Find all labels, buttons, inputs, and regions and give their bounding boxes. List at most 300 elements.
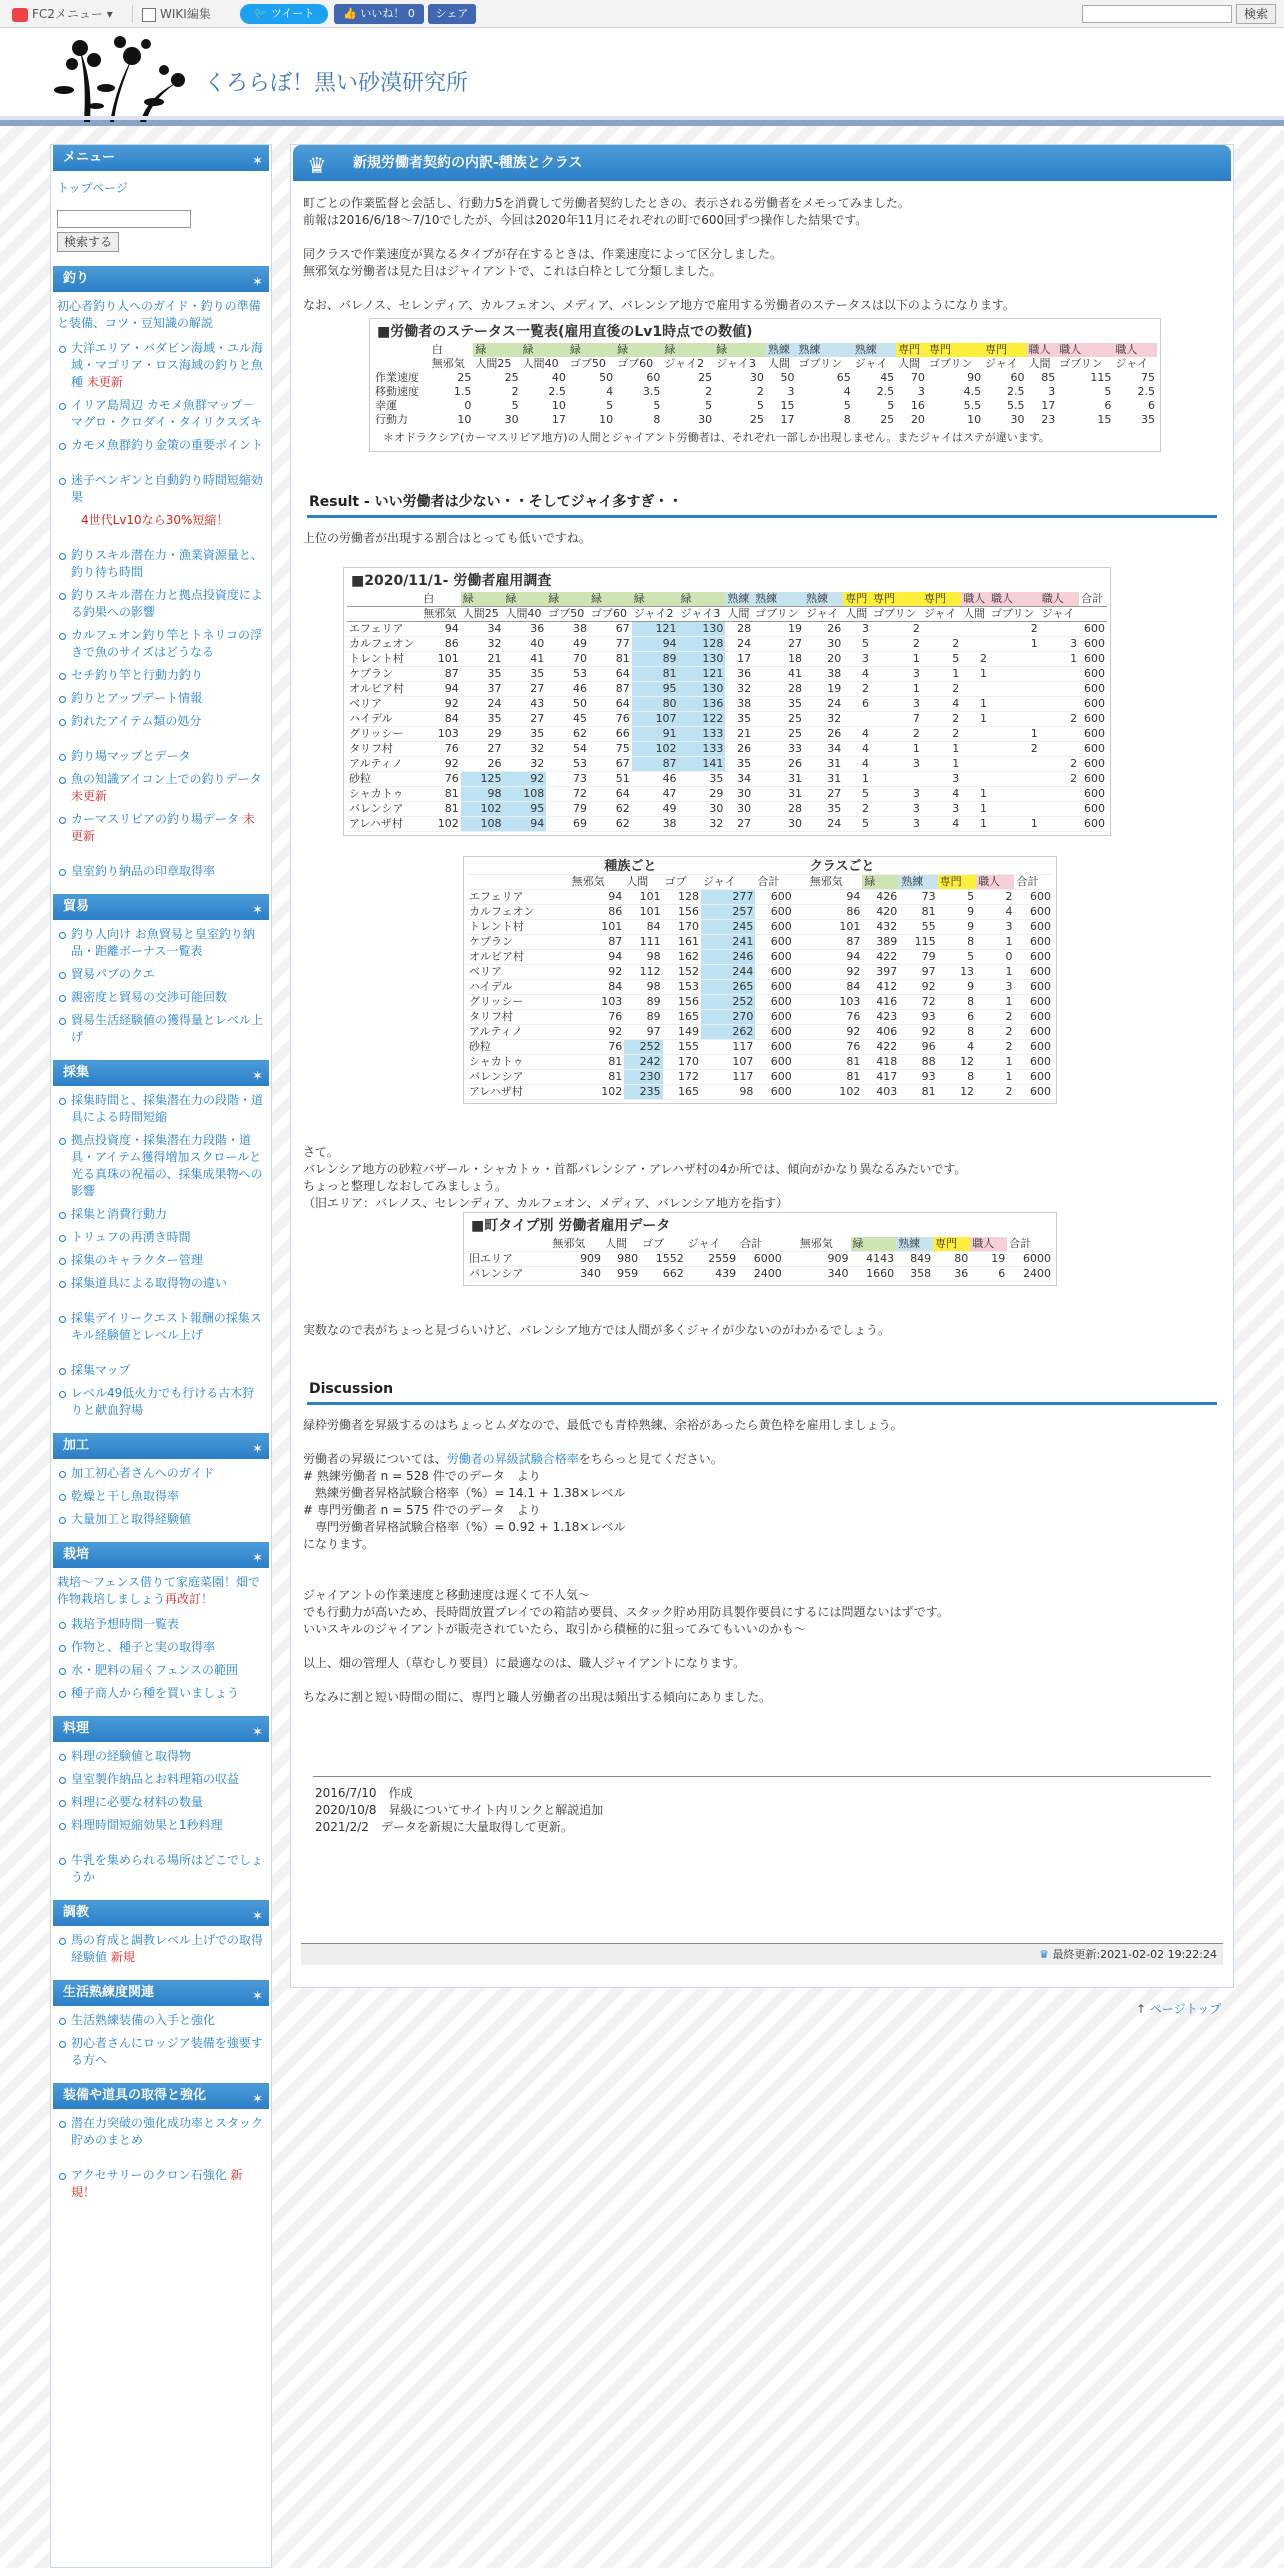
sidebar-item[interactable]: [57, 627, 265, 661]
table-cell: 20: [804, 652, 843, 667]
sidebar-item[interactable]: [57, 1092, 265, 1126]
table-cell: 67: [589, 622, 632, 637]
table-cell: 4.5: [963, 385, 982, 398]
table-cell: 93: [899, 1070, 937, 1085]
sidebar-item-label: 大洋エリア・バダビン海域・ユル海域・マゴリア・ロス海域の釣りと魚種: [71, 341, 264, 389]
sidebar-item[interactable]: [57, 811, 265, 845]
table-cell: 4: [976, 905, 1014, 920]
sidebar-item-label: 迷子ペンギンと自動釣り時間短縮効果: [71, 473, 263, 504]
table-cell: 5: [843, 817, 871, 832]
table-cell: 35: [753, 697, 804, 712]
table-cell: 600: [755, 995, 793, 1010]
sidebar-section-title-label: 生活熟練度関連: [63, 1985, 155, 2000]
table-cell: 412: [862, 980, 899, 995]
sidebar-section: [51, 1060, 271, 1419]
share-button[interactable]: シェア: [428, 4, 476, 24]
table-cell: 20: [910, 413, 925, 426]
sidebar-item[interactable]: [57, 667, 265, 684]
table-cell: 3: [871, 817, 922, 832]
table-cell: バレンシア: [347, 802, 421, 817]
table-cell: 2: [871, 727, 922, 742]
spacer: [794, 860, 808, 875]
table-header-cell: 専門: [933, 1237, 970, 1252]
table-cell: 13: [938, 965, 976, 980]
table-cell: 172: [663, 1070, 701, 1085]
table-cell: 600: [1079, 682, 1107, 697]
sidebar-section-title-label: 採集: [63, 1065, 90, 1080]
table-cell: 600: [1079, 712, 1107, 727]
table-cell: [961, 637, 989, 652]
after-line: さて。: [303, 1145, 339, 1159]
sidebar-item-label: 釣りとアップデート情報: [71, 691, 203, 705]
table-cell: 87: [808, 935, 863, 950]
sidebar-list: [51, 2109, 271, 2201]
discussion-p5: ちなみに割と短い時間の間に、専門と職人労働者の出現は頻出する傾向にありました。: [303, 1690, 772, 1704]
tweet-button[interactable]: 🐦 ツイート: [240, 4, 328, 24]
table-cell: 5: [1104, 385, 1112, 398]
table-cell: 35: [461, 712, 504, 727]
table-cell: 45: [546, 712, 589, 727]
result-heading: Result - いい労働者は少ない・・そしてジャイ多すぎ・・: [307, 490, 1217, 518]
sidebar-item[interactable]: [57, 1206, 265, 1223]
sidebar-item[interactable]: [57, 397, 265, 431]
sidebar-item[interactable]: [57, 1616, 265, 1633]
table-header-cell: 職人: [1027, 343, 1058, 357]
table-cell: 21: [725, 727, 753, 742]
sidebar-item[interactable]: [57, 713, 265, 730]
sidebar-item-label: 4世代Lv10なら30%短縮！: [81, 513, 229, 527]
table-cell: バレンシア: [467, 1267, 550, 1282]
sidebar-item[interactable]: [57, 340, 265, 391]
sidebar-item[interactable]: [57, 472, 265, 506]
table-cell: 2: [871, 622, 922, 637]
sidebar-item[interactable]: [57, 2035, 265, 2069]
table-cell: 旧エリア: [467, 1252, 550, 1267]
tweet-label: ツイート: [270, 7, 315, 20]
table-header-cell: 緑: [504, 592, 547, 607]
table-cell: 8: [938, 1025, 976, 1040]
table-header-cell: ジャイ: [1115, 357, 1149, 370]
sidebar-item[interactable]: [57, 437, 265, 454]
table-cell: 136: [679, 697, 726, 712]
top-page-link[interactable]: トップページ: [57, 181, 128, 195]
table-cell: 32: [679, 817, 726, 832]
spacer: [794, 1010, 808, 1025]
sidebar-section-title-label: 栽培: [63, 1547, 90, 1562]
table-cell: 4: [922, 787, 961, 802]
table-cell: 62: [589, 817, 632, 832]
table-cell: 35: [461, 667, 504, 682]
table-cell: 2: [922, 727, 961, 742]
table-cell: 600: [1079, 817, 1107, 832]
table-row: [347, 727, 1107, 742]
sidebar-section: [51, 1433, 271, 1528]
table-cell: 94: [808, 890, 863, 905]
like-label: いいね！ 0: [360, 7, 415, 20]
table-header-cell: [373, 343, 430, 357]
table-header-cell: 職人: [970, 1237, 1007, 1252]
table-cell: 30: [698, 413, 713, 426]
spacer: [784, 1267, 798, 1282]
table-cell: 1: [976, 1070, 1014, 1085]
table-row: [347, 637, 1107, 652]
star-icon: ✶: [252, 1989, 263, 2004]
page-top-link[interactable]: [1136, 2000, 1221, 2017]
table-cell: 246: [701, 950, 755, 965]
table-cell: 3.5: [642, 385, 661, 398]
table-cell: 2: [976, 1025, 1014, 1040]
table-header-row: [347, 607, 1107, 622]
table-cell: 27: [461, 742, 504, 757]
table-cell: ベリア: [467, 965, 570, 980]
sidebar-item[interactable]: [57, 2115, 265, 2149]
table-cell: 36: [933, 1267, 970, 1282]
table-row: [373, 413, 1157, 427]
sidebar-item[interactable]: [57, 1385, 265, 1419]
table-cell: 2: [989, 742, 1040, 757]
table-cell: 3: [871, 667, 922, 682]
sidebar-item[interactable]: [57, 587, 265, 621]
sidebar-item[interactable]: [57, 1465, 265, 1482]
table-cell: 1.5: [453, 385, 472, 398]
sidebar-item[interactable]: [57, 1662, 265, 1679]
table-header-cell: 職人: [989, 592, 1040, 607]
wiki-edit-label: WIKI編集: [160, 7, 211, 21]
table-cell: 600: [1014, 1055, 1053, 1070]
sidebar-section-title: [53, 1433, 269, 1459]
sidebar-item[interactable]: [57, 547, 265, 581]
table-header-cell: 白: [431, 343, 443, 356]
table-header-cell: 緑: [546, 592, 589, 607]
table-cell: 2: [976, 890, 1014, 905]
top-search-input[interactable]: [1082, 5, 1232, 23]
table-cell: 47: [632, 787, 679, 802]
table-header-cell: 熟練: [896, 1237, 933, 1252]
sidebar-item-label: 採集デイリークエスト報酬の採集スキル経験値とレベル上げ: [71, 1311, 262, 1342]
table-cell: 12: [938, 1055, 976, 1070]
table-cell: 26: [461, 757, 504, 772]
table-header-cell: ゴブリン: [753, 607, 804, 622]
table-header-cell: 職人: [1057, 343, 1113, 357]
sidebar-item[interactable]: [57, 1748, 265, 1765]
sidebar-section-title-label: 貿易: [63, 899, 90, 914]
table-cell: 3: [1048, 385, 1056, 398]
table-cell: 87: [421, 667, 461, 682]
sidebar-item[interactable]: [57, 1852, 265, 1886]
sidebar-item[interactable]: [57, 1275, 265, 1292]
table-cell: 6: [970, 1267, 1007, 1282]
table-header-cell: 専門: [896, 343, 927, 357]
table-cell: 165: [663, 1010, 701, 1025]
table-cell: 46: [632, 772, 679, 787]
table-cell: 29: [461, 727, 504, 742]
sidebar-section-title: [53, 1542, 269, 1568]
table-cell: オルビア村: [347, 682, 421, 697]
hist-line: 2020/10/8 昇級についてサイト内リンクと解説追加: [315, 1803, 604, 1817]
table-cell: 1: [961, 817, 989, 832]
table-row: [467, 950, 1053, 965]
intro-line: 無邪気な労働者は見た目はジャイアントで、これは白枠として分類しました。: [303, 264, 722, 278]
table-cell: 121: [632, 622, 679, 637]
table-cell: 115: [1090, 371, 1112, 384]
table-cell: 600: [1014, 935, 1053, 950]
table-cell: アレハザ村: [467, 1085, 570, 1100]
table-cell: 5: [511, 399, 519, 412]
sidebar-item[interactable]: [57, 1817, 265, 1834]
table-header-row: [467, 1237, 1053, 1252]
sidebar-item[interactable]: [57, 1932, 265, 1966]
table-cell: 25: [749, 413, 764, 426]
table-cell: 25: [880, 413, 895, 426]
table-cell: 89: [624, 995, 662, 1010]
table-header-cell: 無邪気: [570, 875, 625, 890]
table-cell: 600: [1079, 742, 1107, 757]
table-header-cell: 合計: [738, 1237, 784, 1252]
table-cell: 5: [843, 399, 851, 412]
sidebar-item[interactable]: [57, 2012, 265, 2029]
star-icon: ✶: [252, 903, 263, 918]
table-header-cell: 人間40: [522, 357, 559, 370]
table-cell: 62: [589, 802, 632, 817]
sidebar-item[interactable]: [57, 1639, 265, 1656]
sidebar-item-label: 釣り場マップとデータ: [71, 749, 191, 763]
sidebar-item[interactable]: [57, 1685, 265, 1702]
table-cell: 1: [843, 772, 871, 787]
table-cell: 38: [725, 697, 753, 712]
table-header-cell: ジャイ: [804, 607, 843, 622]
table-header-cell: 無邪気: [808, 875, 863, 890]
sidebar-item[interactable]: [57, 1310, 265, 1344]
sidebar-item-label: アクセサリーのクロン石強化: [71, 2168, 227, 2182]
sidebar-item-label: 種子商人から種を買いましょう: [71, 1686, 240, 1700]
sidebar-item-label: 牛乳を集められる場所はどこでしょうか: [71, 1853, 264, 1884]
table-cell: 87: [589, 682, 632, 697]
table-cell: 86: [421, 637, 461, 652]
sidebar-item-label: 乾燥と干し魚取得率: [71, 1489, 180, 1503]
table-cell: 92: [899, 980, 937, 995]
promotion-rate-link[interactable]: 労働者の昇級試験合格率: [446, 1452, 579, 1466]
table-row: [467, 1267, 1053, 1282]
sidebar-section-title: [53, 266, 269, 292]
sidebar-section-title: [53, 2083, 269, 2109]
sidebar-item[interactable]: [57, 1488, 265, 1505]
table-cell: 130: [679, 622, 726, 637]
table-cell: 64: [589, 697, 632, 712]
fc2-menu-label: FC2メニュー: [32, 7, 103, 21]
table-cell: 94: [421, 622, 461, 637]
table-cell: 24: [461, 697, 504, 712]
table-cell: 17: [725, 652, 753, 667]
table-cell: 4: [843, 385, 851, 398]
sidebar-item-label: 採集と消費行動力: [71, 1207, 168, 1221]
table-cell: 8: [938, 995, 976, 1010]
table-cell: 38: [546, 622, 589, 637]
table-cell: 86: [570, 905, 625, 920]
table-cell: 107: [632, 712, 679, 727]
table-row: [347, 787, 1107, 802]
sidebar-item[interactable]: [57, 1511, 265, 1528]
table-cell: ケプラン: [467, 935, 570, 950]
sidebar-item[interactable]: [57, 1132, 265, 1200]
d-lines-line: # 専門労働者 n = 575 件でのデータ より: [303, 1503, 541, 1517]
table-header-cell: 緑: [615, 343, 662, 357]
table-cell: [989, 697, 1040, 712]
table-cell: 103: [421, 727, 461, 742]
table-cell: 2.5: [876, 385, 895, 398]
table-cell: 0: [976, 950, 1014, 965]
table-header-cell: [373, 357, 430, 371]
table-cell: 4: [938, 1040, 976, 1055]
star-icon: ✶: [252, 1909, 263, 1924]
sidebar-item[interactable]: [57, 1012, 265, 1046]
table-header-cell: 緑: [662, 343, 714, 357]
table-cell: 156: [663, 995, 701, 1010]
table-cell: 3: [922, 802, 961, 817]
table-row: [347, 682, 1107, 697]
sidebar-menu-title: [53, 145, 269, 171]
table-row: [347, 772, 1107, 787]
spacer: [794, 905, 808, 920]
table-cell: 92: [504, 772, 547, 787]
table-header-cell: ジャイ2: [664, 357, 705, 370]
table-cell: 7: [871, 712, 922, 727]
table-cell: 141: [679, 757, 726, 772]
sidebar-item-label: 皇室製作納品とお料理箱の収益: [71, 1772, 240, 1786]
table-cell: 8: [653, 413, 661, 426]
top-search-button[interactable]: 検索: [1236, 4, 1276, 24]
fc2-menu[interactable]: FC2メニュー ▾: [12, 4, 113, 24]
sidebar-item[interactable]: [57, 1771, 265, 1788]
table-cell: 79: [546, 802, 589, 817]
spacer: [794, 875, 808, 890]
table-cell: 257: [701, 905, 755, 920]
race-class-table-grid: [467, 860, 1053, 1100]
sidebar-item[interactable]: [57, 748, 265, 765]
fc2-logo-icon: [12, 8, 28, 22]
table-cell: 1: [922, 742, 961, 757]
table-cell: 340: [798, 1267, 851, 1282]
table-cell: 101: [808, 920, 863, 935]
table-cell: 19: [753, 622, 804, 637]
table-cell: 作業速度: [375, 371, 419, 384]
table-cell: 75: [589, 742, 632, 757]
table-header-cell: ジャイ: [1040, 607, 1079, 622]
table-cell: 600: [1014, 1040, 1053, 1055]
table-cell: 3: [976, 920, 1014, 935]
sidebar-item-label: 水・肥料の届くフェンスの範囲: [71, 1663, 239, 1677]
table-cell: 98: [624, 980, 662, 995]
sidebar-item[interactable]: [57, 771, 265, 805]
new-badge: 新規: [110, 1950, 135, 1964]
sidebar-list: [51, 2006, 271, 2069]
table-cell: 432: [862, 920, 899, 935]
edit-icon: [142, 8, 156, 22]
table-cell: 1552: [640, 1252, 686, 1267]
table-cell: 51: [589, 772, 632, 787]
table-cell: 81: [570, 1055, 625, 1070]
table-cell: 959: [603, 1267, 640, 1282]
table-cell: 600: [755, 1040, 793, 1055]
table-cell: 600: [1079, 697, 1107, 712]
table-cell: 9: [938, 905, 976, 920]
table-cell: 76: [421, 742, 461, 757]
table-cell: バレンシア: [467, 1070, 570, 1085]
table-cell: 600: [1079, 802, 1107, 817]
table-cell: 600: [755, 950, 793, 965]
sidebar-item[interactable]: [57, 1252, 265, 1269]
table-cell: 5: [887, 399, 895, 412]
table-cell: 2.5: [1007, 385, 1025, 398]
table-header-cell: 職人: [1113, 343, 1157, 357]
sidebar-search-button[interactable]: 検索する: [57, 232, 119, 252]
status-table-title: ■労働者のステータス一覧表(雇用直後のLv1時点での数値): [377, 324, 753, 340]
town-text: 実数なので表がちょっと見づらいけど、バレンシア地方では人間が多くジャイが少ないのがわかるでしょう。: [303, 1323, 891, 1337]
sidebar-item[interactable]: [57, 690, 265, 707]
table-row: [467, 1085, 1053, 1100]
table-cell: 95: [632, 682, 679, 697]
table-cell: 2400: [1007, 1267, 1053, 1282]
table-cell: 76: [808, 1010, 863, 1025]
sidebar-section-desc[interactable]: [51, 292, 271, 334]
like-button[interactable]: 👍 いいね！ 0: [334, 4, 424, 24]
sidebar-item[interactable]: [57, 2167, 265, 2201]
table-cell: 88: [899, 1055, 937, 1070]
sidebar-list: [51, 920, 271, 1046]
table-cell: 38: [632, 817, 679, 832]
table-cell: 403: [862, 1085, 899, 1100]
class-table-title: クラスごと: [808, 860, 1053, 875]
sidebar-top-link[interactable]: [51, 171, 271, 200]
sidebar-search-input[interactable]: [57, 210, 191, 228]
d-p3-line: いいスキルのジャイアントが販売されていたら、取引から積極的に狙ってみてもいいのかも～: [303, 1622, 806, 1636]
table-cell: 420: [862, 905, 899, 920]
sidebar-item-label: 採集時間と、採集潜在力の段階・道具による時間短縮: [71, 1093, 264, 1124]
table-cell: 600: [755, 935, 793, 950]
table-cell: 29: [679, 787, 726, 802]
table-cell: 600: [1079, 652, 1107, 667]
table-cell: 2: [843, 682, 871, 697]
table-cell: 37: [461, 682, 504, 697]
sidebar-section-desc[interactable]: 栽培～フェンス借りて家庭菜園！畑で作物栽培しましょう再改訂！: [57, 1575, 261, 1606]
table-cell: 1660: [851, 1267, 897, 1282]
wiki-edit-link[interactable]: [142, 4, 211, 24]
sidebar-item[interactable]: [57, 1229, 265, 1246]
sidebar-item-label: 貿易パブのクエ: [71, 967, 155, 981]
table-header-cell: 人間: [603, 1237, 640, 1252]
table-cell: 27: [753, 637, 804, 652]
table-cell: 242: [624, 1055, 662, 1070]
table-cell: エフェリア: [347, 622, 421, 637]
table-cell: 81: [589, 652, 632, 667]
sidebar-item[interactable]: [57, 1794, 265, 1811]
table-cell: 600: [1079, 622, 1107, 637]
table-header-cell: 専門: [927, 343, 983, 357]
table-header-cell: 緑: [714, 343, 766, 357]
new-badge: 未更新: [71, 812, 255, 843]
star-icon: ✶: [252, 275, 263, 290]
sidebar-item[interactable]: [57, 863, 265, 880]
table-cell: 1: [961, 697, 989, 712]
sidebar-item[interactable]: [57, 989, 265, 1006]
sidebar-item[interactable]: [57, 926, 265, 960]
sidebar-item[interactable]: [57, 966, 265, 983]
table-cell: 2: [976, 1040, 1014, 1055]
table-cell: 41: [504, 652, 547, 667]
table-header-cell: ゴブリン: [928, 357, 973, 370]
site-title[interactable]: くろらぼ！黒い砂漠研究所: [204, 71, 469, 96]
sidebar-item[interactable]: [57, 1362, 265, 1379]
spacer: [794, 1085, 808, 1100]
